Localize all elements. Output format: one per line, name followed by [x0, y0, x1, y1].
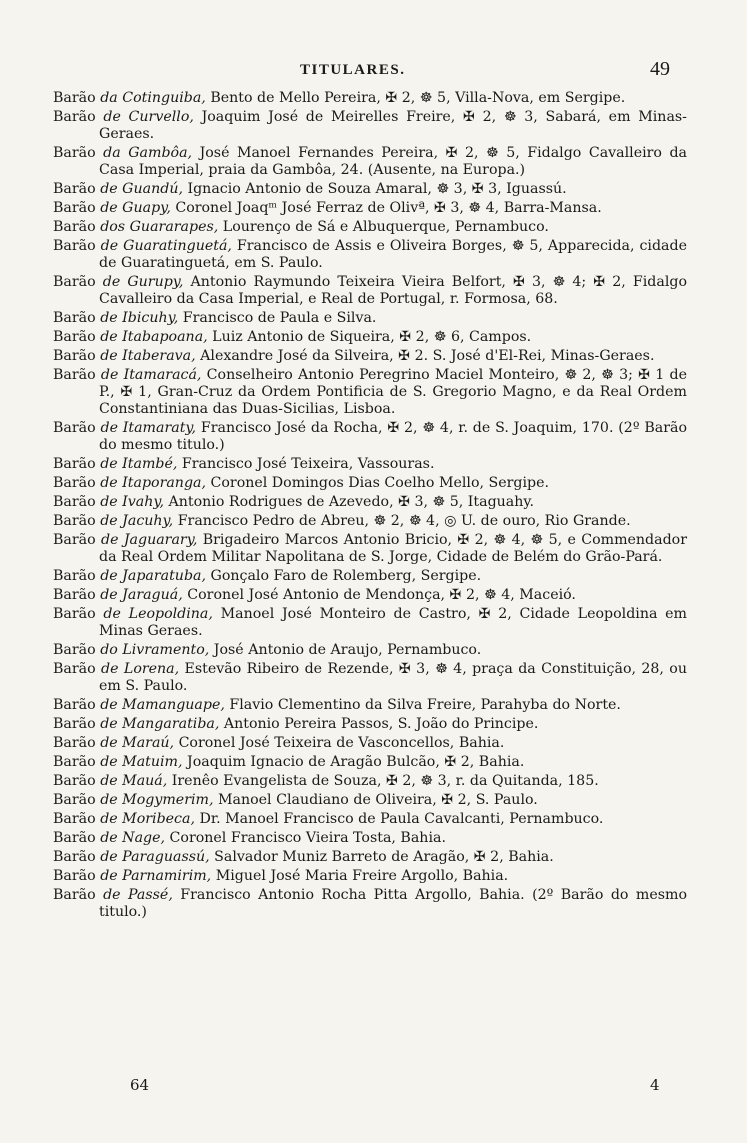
entry-prefix: Barão [53, 456, 101, 472]
list-item [53, 754, 687, 771]
entry-prefix: Barão [53, 587, 101, 603]
entry-prefix: Barão [53, 849, 101, 865]
entry-prefix: Barão [53, 792, 101, 808]
entry-text: Flavio Clementino da Silva Freire, Parahyba do Norte. [224, 697, 621, 713]
list-item [53, 868, 687, 885]
entry-title: de Leopoldina, [103, 606, 213, 622]
page-header [0, 58, 747, 86]
list-item [53, 811, 687, 828]
entry-text: Antonio Rodrigues de Azevedo, ✠ 3, ☸ 5, Itaguahy. [164, 494, 535, 510]
entry-prefix: Barão [53, 90, 101, 106]
list-item [53, 238, 687, 272]
entry-title: de Ivahy, [100, 494, 165, 510]
list-item [53, 90, 687, 107]
list-item [53, 494, 687, 511]
entry-title: de Guandú, [100, 181, 183, 197]
entry-prefix: Barão [53, 348, 101, 364]
entry-title: do Livramento, [100, 642, 210, 658]
entry-text: Luiz Antonio de Siqueira, ✠ 2, ☸ 6, Campos. [207, 329, 532, 345]
entry-prefix: Barão [53, 532, 102, 548]
entry-text: Estevão Ribeiro de Rezende, ✠ 3, ☸ 4, praça da Constituição, 28, ou em S. Paulo. [99, 661, 687, 694]
entry-text: Alexandre José da Silveira, ✠ 2. S. José d'El-Rei, Minas-Geraes. [195, 348, 655, 364]
page-title: TITULARES. [300, 62, 406, 78]
entry-text: Manoel Claudiano de Oliveira, ✠ 2, S. Paulo. [213, 792, 538, 808]
list-item [53, 532, 687, 566]
list-item [53, 181, 687, 198]
entry-title: da Cotinguiba, [100, 90, 206, 106]
list-item [53, 887, 687, 921]
entry-title: dos Guararapes, [100, 219, 219, 235]
entry-prefix: Barão [53, 367, 101, 383]
entry-prefix: Barão [53, 811, 101, 827]
entry-title: de Lorena, [101, 661, 180, 677]
list-item [53, 274, 687, 308]
entry-title: de Paraguassú, [100, 849, 210, 865]
entry-prefix: Barão [53, 716, 101, 732]
list-item [53, 367, 687, 418]
list-item [53, 849, 687, 866]
list-item [53, 697, 687, 714]
entry-text: Miguel José Maria Freire Argollo, Bahia. [211, 868, 509, 884]
entry-title: de Moribeca, [100, 811, 195, 827]
entry-title: de Japaratuba, [100, 568, 206, 584]
entry-text: Manoel José Monteiro de Castro, ✠ 2, Cidade Leopoldina em Minas Geraes. [99, 606, 688, 639]
list-item [53, 773, 687, 790]
entry-prefix: Barão [53, 773, 101, 789]
entry-title: de Itaporanga, [100, 475, 206, 491]
list-item [53, 513, 687, 530]
entry-text: Lourenço de Sá e Albuquerque, Pernambuco. [218, 219, 549, 235]
entry-prefix: Barão [53, 200, 101, 216]
entry-prefix: Barão [53, 494, 101, 510]
list-item [53, 830, 687, 847]
entry-prefix: Barão [53, 754, 101, 770]
entry-prefix: Barão [53, 887, 104, 903]
entry-prefix: Barão [53, 568, 101, 584]
list-item [53, 348, 687, 365]
list-item [53, 568, 687, 585]
titulares-list [53, 90, 687, 923]
entry-title: de Guaratinguetá, [100, 238, 232, 254]
entry-title: de Mogymerim, [100, 792, 214, 808]
list-item [53, 716, 687, 733]
entry-prefix: Barão [53, 868, 101, 884]
entry-text: José Antonio de Araujo, Pernambuco. [209, 642, 482, 658]
entry-text: Gonçalo Faro de Rolemberg, Sergipe. [206, 568, 482, 584]
entry-prefix: Barão [53, 606, 104, 622]
entry-title: de Itamaracá, [100, 367, 202, 383]
entry-text: Salvador Muniz Barreto de Aragão, ✠ 2, Bahia. [209, 849, 554, 865]
entry-title: de Gurupy, [102, 274, 184, 290]
entry-prefix: Barão [53, 109, 104, 125]
entry-prefix: Barão [53, 274, 103, 290]
entry-text: José Manoel Fernandes Pereira, ✠ 2, ☸ 5, Fidalgo Cavalleiro da Casa Imperial, praia da Gambôa, 24. (Ausente, na Europa.) [99, 145, 687, 178]
list-item [53, 606, 687, 640]
entry-title: de Curvello, [103, 109, 194, 125]
entry-prefix: Barão [53, 697, 101, 713]
list-item [53, 642, 687, 659]
entry-title: de Mamanguape, [100, 697, 225, 713]
entry-text: Brigadeiro Marcos Antonio Bricio, ✠ 2, ☸ 4, ☸ 5, e Commendador da Real Ordem Militar Napolitana de S. Jorge, Cidade de Belém do Grão-Pará. [99, 532, 687, 565]
entry-title: de Ibicuhy, [100, 310, 179, 326]
entry-title: de Mangaratiba, [100, 716, 220, 732]
entry-text: Ignacio Antonio de Souza Amaral, ☸ 3, ✠ 3, Iguassú. [182, 181, 567, 197]
list-item [53, 475, 687, 492]
entry-title: de Guapy, [100, 200, 171, 216]
list-item [53, 456, 687, 473]
entry-text: Bento de Mello Pereira, ✠ 2, ☸ 5, Villa-Nova, em Sergipe. [205, 90, 626, 106]
entry-prefix: Barão [53, 830, 101, 846]
entry-text: Dr. Manoel Francisco de Paula Cavalcanti, Pernambuco. [194, 811, 604, 827]
entry-text: Coronel Domingos Dias Coelho Mello, Sergipe. [206, 475, 550, 491]
entry-prefix: Barão [53, 661, 102, 677]
signature-mark-left: 64 [130, 1076, 150, 1094]
entry-title: de Mauá, [100, 773, 168, 789]
entry-title: da Gambôa, [103, 145, 193, 161]
entry-text: Joaquim José de Meirelles Freire, ✠ 2, ☸ 3, Sabará, em Minas-Geraes. [99, 109, 687, 142]
entry-text: Coronel José Antonio de Mendonça, ✠ 2, ☸ 4, Maceió. [182, 587, 576, 603]
entry-title: de Parnamirim, [100, 868, 212, 884]
entry-prefix: Barão [53, 735, 101, 751]
entry-prefix: Barão [53, 238, 101, 254]
entry-text: Antonio Raymundo Teixeira Vieira Belfort, ✠ 3, ☸ 4; ✠ 2, Fidalgo Cavalleiro da Casa Imperial, e Real de Portugal, r. Formosa, 68. [99, 274, 687, 307]
entry-prefix: Barão [53, 145, 104, 161]
signature-mark-right: 4 [650, 1076, 660, 1094]
entry-prefix: Barão [53, 420, 101, 436]
entry-text: Joaquim Ignacio de Aragão Bulcão, ✠ 2, Bahia. [182, 754, 525, 770]
list-item [53, 792, 687, 809]
entry-title: de Maraú, [100, 735, 175, 751]
entry-text: Conselheiro Antonio Peregrino Maciel Monteiro, ☸ 2, ☸ 3; ✠ 1 de P., ✠ 1, Gran-Cruz da Ordem Pontificia de S. Gregorio Magno, e da Real Ordem Constantiniana das Duas-Sicilias, Lisboa. [99, 367, 687, 417]
list-item [53, 587, 687, 604]
entry-text: Francisco Pedro de Abreu, ☸ 2, ☸ 4, ◎ U. de ouro, Rio Grande. [173, 513, 631, 529]
list-item [53, 329, 687, 346]
entry-text: Francisco Antonio Rocha Pitta Argollo, Bahia. (2º Barão do mesmo titulo.) [99, 887, 687, 920]
entry-prefix: Barão [53, 329, 101, 345]
entry-text: Francisco de Assis e Oliveira Borges, ☸ 5, Apparecida, cidade de Guaratinguetá, em S. Paulo. [99, 238, 687, 271]
entry-text: Francisco de Paula e Silva. [178, 310, 377, 326]
entry-text: Coronel José Teixeira de Vasconcellos, Bahia. [174, 735, 505, 751]
entry-text: Antonio Pereira Passos, S. João do Principe. [219, 716, 539, 732]
list-item [53, 219, 687, 236]
list-item [53, 661, 687, 695]
entry-title: de Itabapoana, [100, 329, 208, 345]
entry-prefix: Barão [53, 310, 101, 326]
list-item [53, 735, 687, 752]
list-item [53, 109, 687, 143]
list-item [53, 420, 687, 454]
entry-title: de Passé, [103, 887, 173, 903]
entry-text: Coronel Joaqᵐ José Ferraz de Olivª, ✠ 3, ☸ 4, Barra-Mansa. [170, 200, 602, 216]
list-item [53, 200, 687, 217]
entry-prefix: Barão [53, 513, 101, 529]
entry-prefix: Barão [53, 475, 101, 491]
entry-title: de Jaguarary, [101, 532, 198, 548]
entry-text: Irenêo Evangelista de Souza, ✠ 2, ☸ 3, r. da Quitanda, 185. [167, 773, 599, 789]
entry-text: Francisco José da Rocha, ✠ 2, ☸ 4, r. de S. Joaquim, 170. (2º Barão do mesmo titulo.) [99, 420, 687, 453]
entry-title: de Matuim, [100, 754, 183, 770]
entry-prefix: Barão [53, 219, 101, 235]
entry-text: Francisco José Teixeira, Vassouras. [177, 456, 435, 472]
entry-title: de Itaberava, [100, 348, 196, 364]
page-number: 49 [650, 58, 670, 80]
list-item [53, 310, 687, 327]
entry-title: de Itambé, [100, 456, 178, 472]
entry-text: Coronel Francisco Vieira Tosta, Bahia. [165, 830, 446, 846]
entry-prefix: Barão [53, 181, 101, 197]
entry-prefix: Barão [53, 642, 101, 658]
list-item [53, 145, 687, 179]
entry-title: de Itamaraty, [100, 420, 197, 436]
entry-title: de Nage, [100, 830, 166, 846]
entry-title: de Jacuhy, [100, 513, 174, 529]
page-footer [0, 1076, 747, 1096]
entry-title: de Jaraguá, [100, 587, 183, 603]
